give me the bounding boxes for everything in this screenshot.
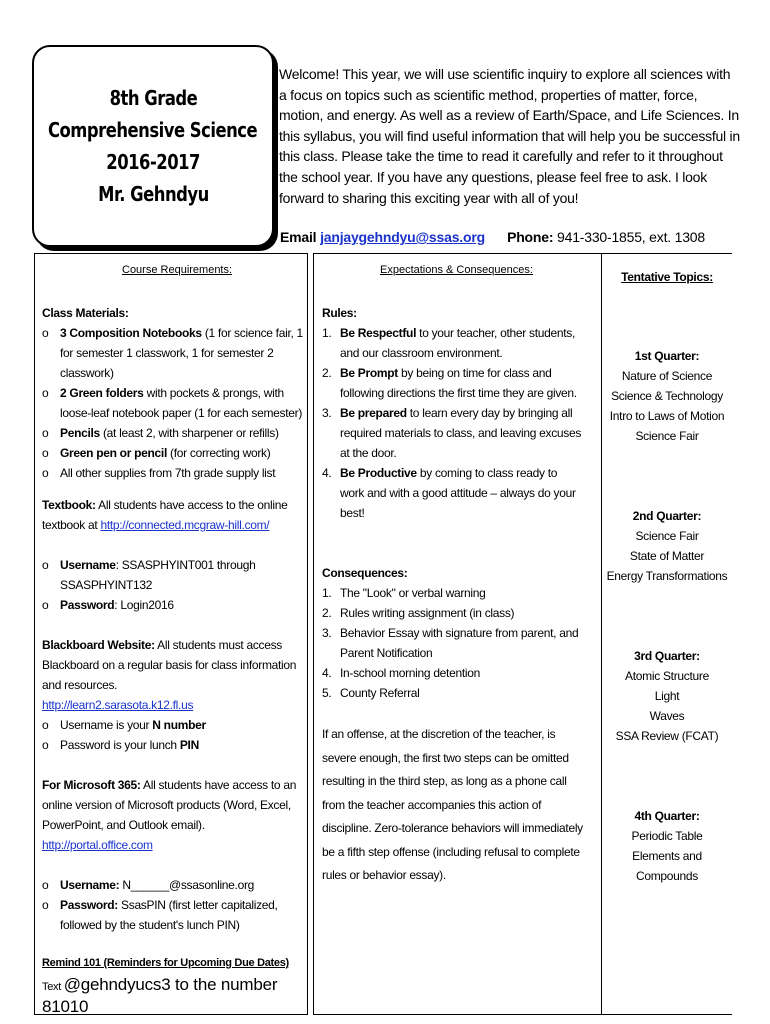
school-year: 2016-2017 [106,150,200,174]
topic-item: Science Fair [635,529,699,543]
blackboard-credentials [42,715,304,755]
credential-item [42,555,304,595]
topic-item: State of Matter [629,549,705,563]
rule-name: Be prepared [340,406,407,420]
bullet-marker: o [42,466,49,480]
rules-list [322,323,584,523]
rule-item [322,363,584,403]
material-name: 2 Green folders [60,386,144,400]
consequence-text: Behavior Essay with signature from parent, and Parent Notification [340,626,579,660]
consequence-item [322,583,584,603]
bullet-marker: o [42,558,49,572]
rules-block [322,303,584,523]
email-label: Email [280,229,317,245]
rule-number: 4. [322,466,332,480]
bullet-marker: o [42,878,49,892]
topic-item: Science Fair [635,429,699,443]
blackboard-link[interactable]: http://learn2.sarasota.k12.fl.us [42,698,194,712]
consequence-number: 1. [322,586,332,600]
topic-item: Atomic Structure [625,669,709,683]
material-detail: (at least 2, with sharpener or refills) [99,426,279,440]
textbook-block [42,495,304,535]
contact-line [280,229,705,245]
microsoft-credentials [42,875,304,935]
quarter-title: 3rd Quarter: [634,649,700,663]
credential-label: Password [60,598,115,612]
topics-header: Tentative Topics: [621,270,713,284]
microsoft-link[interactable]: http://portal.office.com [42,838,153,852]
credential-label: Username [60,558,116,572]
topic-item: Light [654,689,680,703]
consequence-text: The "Look" or verbal warning [340,586,486,600]
consequence-item [322,683,584,703]
rule-detail: by being on time for class and following directions the first time they are given. [340,366,577,400]
quarter-title: 4th Quarter: [634,809,700,823]
material-detail: All other supplies from 7th grade supply list [60,466,276,480]
credential-item [42,715,304,735]
blackboard-text: All students must access Blackboard on a regular basis for class information and resources. [42,638,297,692]
textbook-text: All students have access to the online textbook at [42,498,288,532]
expectations-header: Expectations & Consequences: [380,264,533,276]
consequence-text: In-school morning detention [340,666,480,680]
bullet-marker: o [42,738,49,752]
remind-line [42,975,304,1018]
bullet-marker: o [42,898,49,912]
welcome-paragraph: Welcome! This year, we will use scientific inquiry to explore all sciences with a focus on topics such as scientific method, properties of matter, force, motion, and energy. As well as a review of Earth/Space, and Life Sciences. In this syllabus, you will find useful information that will help you be successful in this class. Please take the time to read it carefully and refer to it throughout the school year. If you have any questions, please feel free to ask. I look forward to sharing this exciting year with all of you! [279,66,740,206]
topic-item: Intro to Laws of Motion [609,409,725,423]
credential-value: : SSASPHYINT001 through SSASPHYINT132 [60,558,256,592]
textbook-label: Textbook: [42,498,96,512]
rule-detail: to learn every day by bringing all required materials to class, and leaving excuses at the door. [340,406,582,460]
remind-code: @gehndyucs3 to the number 81010 [42,975,278,1016]
rule-number: 3. [322,406,332,420]
topic-item: Science & Technology [611,389,723,403]
credential-item [42,595,304,615]
rule-number: 1. [322,326,332,340]
rule-detail: by coming to class ready to work and with a good attitude – always do your best! [340,466,576,520]
quarter-title: 1st Quarter: [634,349,700,363]
email-link[interactable]: janjaygehndyu@ssas.org [320,229,485,245]
topic-item: Energy Transformations [606,569,728,583]
quarter-3 [602,646,732,746]
material-detail: with pockets & prongs, with loose-leaf notebook paper (1 for each semester) [60,386,303,420]
material-detail: (for correcting work) [167,446,271,460]
quarter-title: 2nd Quarter: [632,509,702,523]
rule-item [322,463,584,523]
rules-title: Rules: [322,306,357,320]
blackboard-label: Blackboard Website: [42,638,155,652]
topic-item: Periodic Table [631,829,703,843]
rule-name: Be Respectful [340,326,417,340]
consequences-list [322,583,584,703]
material-item [42,423,304,443]
materials-title: Class Materials: [42,306,129,320]
credential-value: SsasPIN (first letter capitalized, followed by the student's lunch PIN) [60,898,278,932]
topic-item: Waves [649,709,685,723]
remind-title: Remind 101 (Reminders for Upcoming Due Dates) [42,957,289,969]
microsoft-text: All students have access to an online version of Microsoft products (Word, Excel, PowerPoint, and Outlook email). [42,778,297,832]
course-requirements-body [42,303,304,1018]
credential-value: : Login2016 [114,598,174,612]
credential-item [42,875,304,895]
topic-item: Nature of Science [621,369,713,383]
teacher-name: Mr. Gehndyu [97,182,209,206]
topic-item: Elements and Compounds [632,849,702,883]
bullet-marker: o [42,326,49,340]
material-item [42,443,304,463]
rule-detail: to your teacher, other students, and our classroom environment. [340,326,575,360]
consequence-number: 4. [322,666,332,680]
rule-item [322,403,584,463]
course-title: Comprehensive Science [48,118,258,142]
textbook-link[interactable]: http://connected.mcgraw-hill.com/ [100,518,270,532]
material-detail: (1 for science fair, 1 for semester 1 classwork, 1 for semester 2 classwork) [60,326,303,380]
phone-number: 941-330-1855, ext. 1308 [557,229,705,245]
consequence-text: Rules writing assignment (in class) [340,606,515,620]
rule-number: 2. [322,366,332,380]
credential-text: Password is your lunch [60,738,180,752]
material-name: Green pen or pencil [60,446,167,460]
blackboard-block [42,635,304,715]
credential-value: PIN [179,738,199,752]
consequence-number: 5. [322,686,332,700]
material-name: Pencils [60,426,100,440]
bullet-marker: o [42,446,49,460]
quarter-1 [602,346,732,446]
credential-label: Password: [60,898,118,912]
quarter-4 [602,806,732,886]
course-requirements-header: Course Requirements: [122,264,233,276]
credential-value: N______@ssasonline.org [119,878,255,892]
consequence-item [322,623,584,663]
credential-value: N number [152,718,206,732]
microsoft-block [42,775,304,855]
consequences-title: Consequences: [322,566,408,580]
material-item [42,463,304,483]
materials-list [42,323,304,483]
credential-label: Username: [60,878,120,892]
rule-name: Be Productive [340,466,417,480]
consequence-item [322,603,584,623]
textbook-credentials [42,555,304,615]
remind-prefix: Text [42,981,64,993]
bullet-marker: o [42,426,49,440]
consequence-number: 2. [322,606,332,620]
consequence-text: County Referral [340,686,420,700]
topic-item: SSA Review (FCAT) [615,729,719,743]
bullet-marker: o [42,598,49,612]
bullet-marker: o [42,718,49,732]
material-item [42,323,304,383]
microsoft-label: For Microsoft 365: [42,778,141,792]
title-box [32,45,274,247]
discipline-note: If an offense, at the discretion of the teacher, is severe enough, the first two steps can be omitted resulting in the third step, as long as a phone call from the teacher accompanies this action of discipline. Zero-tolerance behaviors will immediately be a fifth step offense (including refusal to complete rules or behavior essay). [322,727,583,882]
credential-text: Username is your [60,718,153,732]
credential-item [42,895,304,935]
rule-item [322,323,584,363]
material-item [42,383,304,423]
material-name: 3 Composition Notebooks [60,326,202,340]
credential-item [42,735,304,755]
consequence-item [322,663,584,683]
rule-name: Be Prompt [340,366,398,380]
grade-title: 8th Grade [109,86,197,110]
bullet-marker: o [42,386,49,400]
phone-label: Phone: [507,229,554,245]
quarter-2 [602,506,732,586]
consequences-block [322,563,584,703]
consequence-number: 3. [322,626,332,640]
